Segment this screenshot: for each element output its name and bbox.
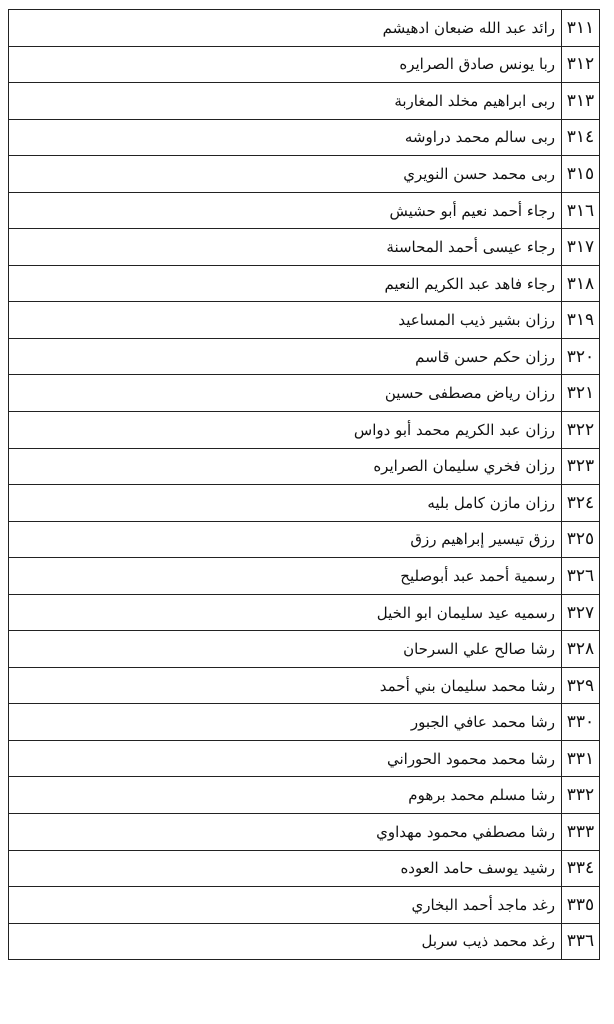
- person-name: رجاء أحمد نعيم أبو حشيش: [9, 192, 562, 229]
- row-number: ٣٢١: [562, 375, 600, 412]
- person-name: رجاء فاهد عبد الكريم النعيم: [9, 265, 562, 302]
- table-row: [9, 448, 600, 485]
- person-name: رشا مصطفي محمود مهداوي: [9, 814, 562, 851]
- row-number: ٣٢٠: [562, 338, 600, 375]
- table-row: [9, 887, 600, 924]
- table-row: [9, 375, 600, 412]
- table-row: [9, 558, 600, 595]
- person-name: رزان بشير ذيب المساعيد: [9, 302, 562, 339]
- person-name: رغد ماجد أحمد البخاري: [9, 887, 562, 924]
- table-row: [9, 10, 600, 47]
- row-number: ٣٢٣: [562, 448, 600, 485]
- row-number: ٣٢٢: [562, 412, 600, 449]
- names-list-page: [8, 9, 600, 960]
- table-row: [9, 338, 600, 375]
- person-name: رشا محمد سليمان بني أحمد: [9, 667, 562, 704]
- person-name: رغد محمد ذيب سربل: [9, 923, 562, 960]
- table-row: [9, 777, 600, 814]
- row-number: ٣١٨: [562, 265, 600, 302]
- table-row: [9, 631, 600, 668]
- person-name: رسميه عيد سليمان ابو الخيل: [9, 594, 562, 631]
- person-name: رجاء عيسى أحمد المحاسنة: [9, 229, 562, 266]
- table-row: [9, 704, 600, 741]
- person-name: رشا صالح علي السرحان: [9, 631, 562, 668]
- row-number: ٣٣٦: [562, 923, 600, 960]
- table-row: [9, 923, 600, 960]
- row-number: ٣٢٩: [562, 667, 600, 704]
- row-number: ٣٣٢: [562, 777, 600, 814]
- person-name: رشيد يوسف حامد العوده: [9, 850, 562, 887]
- table-row: [9, 850, 600, 887]
- table-row: [9, 521, 600, 558]
- row-number: ٣١٦: [562, 192, 600, 229]
- table-row: [9, 412, 600, 449]
- person-name: رشا مسلم محمد برهوم: [9, 777, 562, 814]
- row-number: ٣٣١: [562, 740, 600, 777]
- row-number: ٣١٧: [562, 229, 600, 266]
- row-number: ٣٢٤: [562, 485, 600, 522]
- names-table-body: [9, 10, 600, 960]
- table-row: [9, 156, 600, 193]
- table-row: [9, 46, 600, 83]
- row-number: ٣٣٠: [562, 704, 600, 741]
- person-name: رزان عبد الكريم محمد أبو دواس: [9, 412, 562, 449]
- person-name: ربى سالم محمد دراوشه: [9, 119, 562, 156]
- person-name: رزان رياض مصطفى حسين: [9, 375, 562, 412]
- row-number: ٣٢٥: [562, 521, 600, 558]
- person-name: ربا يونس صادق الصرايره: [9, 46, 562, 83]
- row-number: ٣٣٣: [562, 814, 600, 851]
- row-number: ٣٢٦: [562, 558, 600, 595]
- row-number: ٣٢٧: [562, 594, 600, 631]
- row-number: ٣١٣: [562, 83, 600, 120]
- table-row: [9, 740, 600, 777]
- row-number: ٣١٥: [562, 156, 600, 193]
- table-row: [9, 667, 600, 704]
- person-name: رسمية أحمد عبد أبوصليح: [9, 558, 562, 595]
- table-row: [9, 83, 600, 120]
- table-row: [9, 594, 600, 631]
- person-name: رشا محمد محمود الحوراني: [9, 740, 562, 777]
- person-name: رزان حكم حسن قاسم: [9, 338, 562, 375]
- row-number: ٣١٩: [562, 302, 600, 339]
- table-row: [9, 814, 600, 851]
- person-name: رائد عبد الله ضبعان ادهيشم: [9, 10, 562, 47]
- table-row: [9, 485, 600, 522]
- person-name: رزق تيسير إبراهيم رزق: [9, 521, 562, 558]
- row-number: ٣٣٤: [562, 850, 600, 887]
- row-number: ٣١٤: [562, 119, 600, 156]
- person-name: رزان مازن كامل بليه: [9, 485, 562, 522]
- row-number: ٣١٢: [562, 46, 600, 83]
- table-row: [9, 302, 600, 339]
- person-name: رزان فخري سليمان الصرايره: [9, 448, 562, 485]
- person-name: ربى محمد حسن النويري: [9, 156, 562, 193]
- row-number: ٣٢٨: [562, 631, 600, 668]
- person-name: ربى ابراهيم مخلد المغاربة: [9, 83, 562, 120]
- row-number: ٣١١: [562, 10, 600, 47]
- table-row: [9, 192, 600, 229]
- person-name: رشا محمد عافي الجبور: [9, 704, 562, 741]
- row-number: ٣٣٥: [562, 887, 600, 924]
- table-row: [9, 119, 600, 156]
- table-row: [9, 265, 600, 302]
- names-table: [8, 9, 600, 960]
- table-row: [9, 229, 600, 266]
